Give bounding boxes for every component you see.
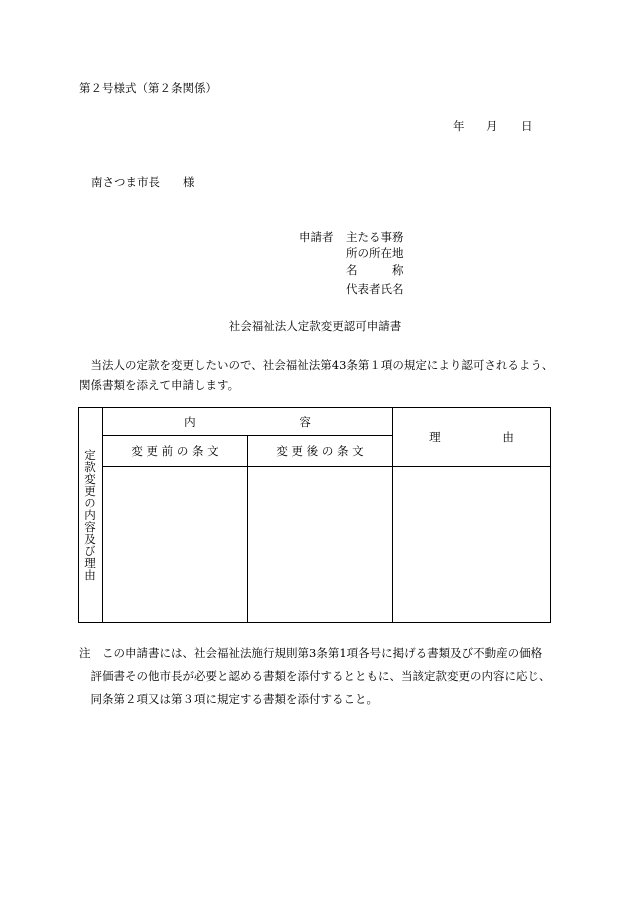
note-line-2: 評価書その他市長が必要と認める書類を添付するとともに、当該定款変更の内容に応じ、 xyxy=(79,669,551,683)
date-year-label: 年 xyxy=(453,119,465,133)
applicant-office-line1: 主たる事務 xyxy=(346,230,404,244)
content-header-right: 容 xyxy=(299,414,311,429)
applicant-office-line2: 所の所在地 xyxy=(346,246,404,260)
addressee: 南さつま市長 様 xyxy=(91,175,195,189)
reason-header-left: 理 xyxy=(429,430,441,444)
content-header xyxy=(103,408,393,436)
before-article-cell[interactable] xyxy=(103,467,248,623)
after-article-cell[interactable] xyxy=(248,467,393,623)
reason-cell[interactable] xyxy=(393,467,551,623)
reason-header-right: 由 xyxy=(502,430,514,444)
date-day-label: 日 xyxy=(521,119,533,133)
side-label: 定款変更の内容及び理由 xyxy=(79,408,103,623)
note-line-3: 同条第２項又は第３項に規定する書類を添付すること。 xyxy=(79,692,378,706)
document-title: 社会福祉法人定款変更認可申請書 xyxy=(228,319,402,333)
note-line-1: 注 この申請書には、社会福祉法施行規則第3条第1項各号に掲げる書類及び不動産の価格 xyxy=(79,646,543,660)
form-number: 第２号様式（第２条関係） xyxy=(79,81,217,95)
date-month-label: 月 xyxy=(486,119,498,133)
body-line-1: 当法人の定款を変更したいので、社会福祉法第43条第１項の規定により認可されるよう、 xyxy=(79,358,554,372)
body-paragraph xyxy=(79,355,553,395)
before-article-header: 変 更 前 の 条 文 xyxy=(103,436,248,467)
content-header-left: 内 xyxy=(184,414,196,429)
note xyxy=(79,642,551,711)
after-article-header: 変 更 後 の 条 文 xyxy=(248,436,393,467)
applicant-name-label: 名 称 xyxy=(346,263,404,277)
applicant-representative-label: 代表者氏名 xyxy=(346,282,404,296)
amendment-table xyxy=(78,407,551,623)
reason-header xyxy=(393,408,551,467)
body-line-2: 関係書類を添えて申請します。 xyxy=(79,378,240,392)
applicant-label: 申請者 xyxy=(299,230,334,244)
